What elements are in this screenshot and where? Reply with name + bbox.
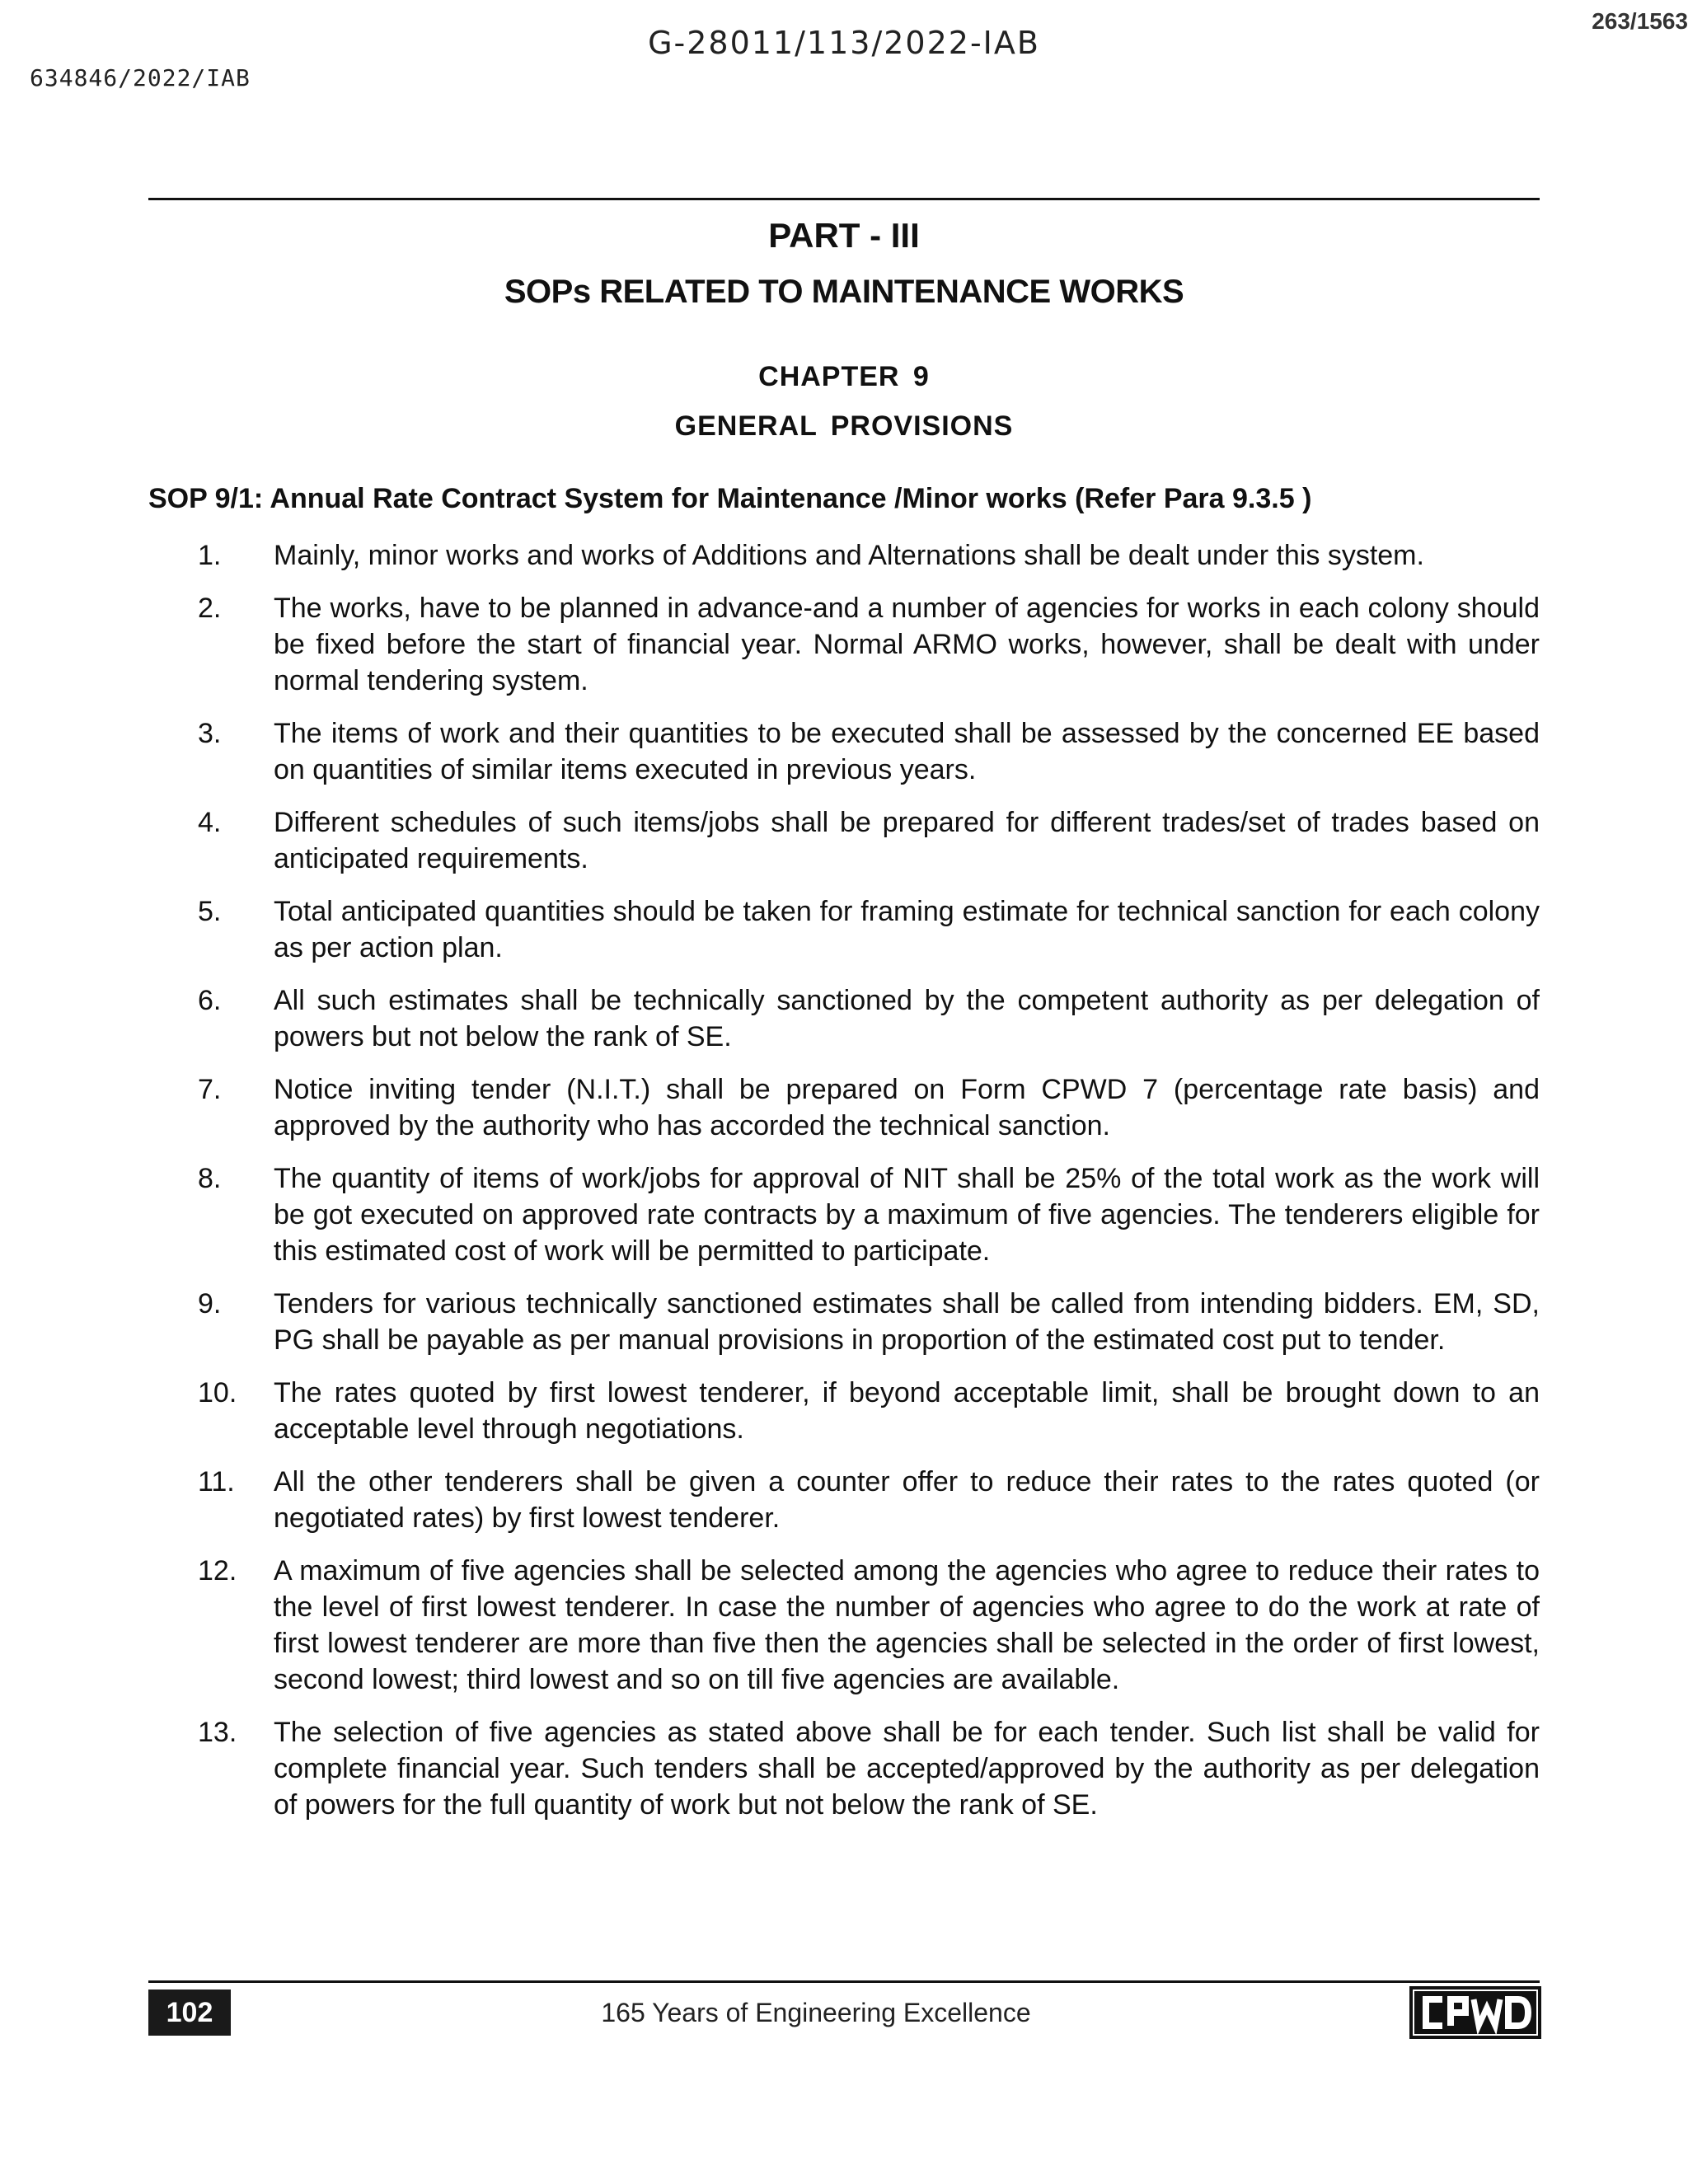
page-counter: 263/1563 <box>1592 8 1688 34</box>
bottom-divider <box>148 1980 1540 1983</box>
item-number: 3. <box>198 718 222 749</box>
item-text: Total anticipated quantities should be taken for framing estimate for technical sanction for each colony as per action plan. <box>274 896 1540 963</box>
cpwd-logo <box>1409 1986 1541 2039</box>
file-number: G-28011/113/2022-IAB <box>648 25 1040 61</box>
list-item <box>148 1464 1540 1536</box>
receipt-number: 634846/2022/IAB <box>30 64 251 91</box>
item-number: 6. <box>198 985 222 1016</box>
item-number: 8. <box>198 1163 222 1194</box>
part-subtitle: SOPs RELATED TO MAINTENANCE WORKS <box>504 274 1184 310</box>
page-number-badge: 102 <box>148 1990 231 2036</box>
item-text: A maximum of five agencies shall be selected among the agencies who agree to reduce their rates to the level of first lowest tenderer. In case the number of agencies who agree to do the work at rate of first lowest tenderer are more than five then the agencies shall be selected in the order of first lowest, second lowest; third lowest and so on till five agencies are available. <box>274 1555 1540 1695</box>
item-text: The items of work and their quantities to be executed shall be assessed by the concerned EE based on quantities of similar items executed in previous years. <box>274 718 1540 785</box>
item-number: 1. <box>198 540 222 571</box>
item-text: All such estimates shall be technically sanctioned by the competent authority as per delegation of powers but not below the rank of SE. <box>274 985 1540 1052</box>
list-item <box>148 715 1540 788</box>
list-item <box>148 1286 1540 1358</box>
provisions-list <box>148 537 1540 1840</box>
list-item <box>148 893 1540 966</box>
item-number: 2. <box>198 593 222 624</box>
list-item <box>148 590 1540 699</box>
item-text: Mainly, minor works and works of Additions and Alternations shall be dealt under this system. <box>274 540 1424 571</box>
part-title: PART - III <box>768 216 920 255</box>
item-number: 11. <box>198 1466 235 1497</box>
item-text: The selection of five agencies as stated above shall be for each tender. Such list shall be valid for complete financial year. Such tenders shall be accepted/approved by the authority as per delegation of powers for the full quantity of work but not below the rank of SE. <box>274 1717 1540 1821</box>
list-item <box>148 1375 1540 1447</box>
item-number: 4. <box>198 807 222 838</box>
list-item <box>148 1160 1540 1269</box>
item-number: 13. <box>198 1717 237 1748</box>
item-number: 10. <box>198 1377 237 1408</box>
list-item <box>148 537 1540 574</box>
item-text: All the other tenderers shall be given a counter offer to reduce their rates to the rates quoted (or negotiated rates) by first lowest tenderer. <box>274 1466 1540 1534</box>
top-divider <box>148 198 1540 200</box>
item-number: 9. <box>198 1288 222 1319</box>
list-item <box>148 1553 1540 1698</box>
chapter-number: CHAPTER 9 <box>758 361 930 392</box>
chapter-title: GENERAL PROVISIONS <box>674 410 1014 442</box>
item-text: The works, have to be planned in advance-and a number of agencies for works in each colony should be fixed before the start of financial year. Normal ARMO works, however, shall be dealt with under normal tendering system. <box>274 593 1540 696</box>
item-text: Tenders for various technically sanctioned estimates shall be called from intending bidders. EM, SD, PG shall be payable as per manual provisions in proportion of the estimated cost put to tender. <box>274 1288 1540 1356</box>
item-text: The rates quoted by first lowest tenderer, if beyond acceptable limit, shall be brought down to an acceptable level through negotiations. <box>274 1377 1540 1445</box>
item-text: Notice inviting tender (N.I.T.) shall be prepared on Form CPWD 7 (percentage rate basis) and approved by the authority who has accorded the technical sanction. <box>274 1074 1540 1141</box>
sop-title: SOP 9/1: Annual Rate Contract System for Maintenance /Minor works (Refer Para 9.3.5 ) <box>148 483 1312 514</box>
list-item <box>148 1071 1540 1144</box>
list-item <box>148 1714 1540 1823</box>
item-number: 5. <box>198 896 222 927</box>
item-number: 12. <box>198 1555 237 1586</box>
item-number: 7. <box>198 1074 222 1105</box>
list-item <box>148 982 1540 1055</box>
footer-tagline: 165 Years of Engineering Excellence <box>601 1998 1031 2027</box>
item-text: The quantity of items of work/jobs for approval of NIT shall be 25% of the total work as the work will be got executed on approved rate contracts by a maximum of five agencies. The tenderers eligible for this estimated cost of work will be permitted to participate. <box>274 1163 1540 1267</box>
list-item <box>148 804 1540 877</box>
item-text: Different schedules of such items/jobs shall be prepared for different trades/set of trades based on anticipated requirements. <box>274 807 1540 874</box>
